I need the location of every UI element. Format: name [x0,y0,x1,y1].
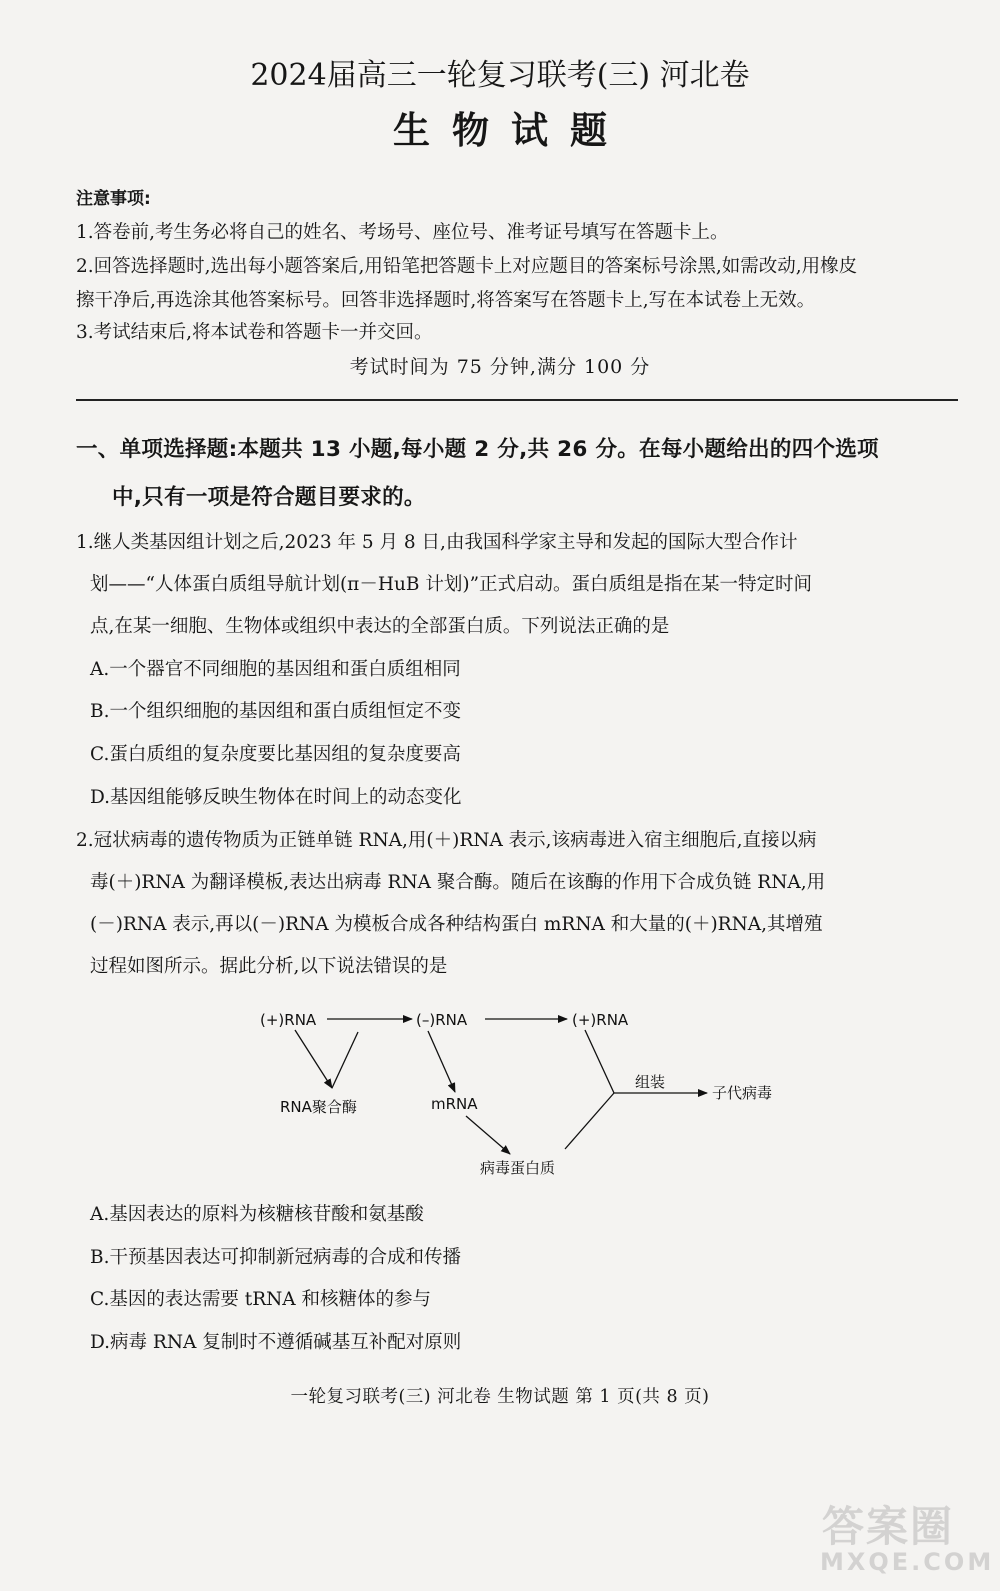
notice-item-3: 3.考试结束后,将本试卷和答题卡一并交回。 [76,322,433,343]
exam-title: 2024届高三一轮复习联考(三) 河北卷 [250,58,750,93]
q1-stem-line2: 划——“人体蛋白质组导航计划(π－HuB 计划)”正式启动。蛋白质组是指在某一特定时间 [90,574,813,595]
q1-stem-line1: 1.继人类基因组计划之后,2023 年 5 月 8 日,由我国科学家主导和发起的国际大型合作计 [76,532,798,553]
divider [76,399,958,401]
node-rna-polymerase: RNA聚合酶 [280,1098,357,1116]
exam-time: 考试时间为 75 分钟,满分 100 分 [349,356,651,378]
line-polymerase-to-edge [332,1032,358,1088]
node-plus-rna-1: (+)RNA [260,1011,317,1029]
notice-heading: 注意事项: [76,189,151,209]
arrow-mrna-to-protein [466,1116,510,1154]
notice-item-2a: 2.回答选择题时,选出每小题答案后,用铅笔把答题卡上对应题目的答案标号涂黑,如需改动,用橡皮 [76,256,858,277]
section-heading-line1: 一、单项选择题:本题共 13 小题,每小题 2 分,共 26 分。在每小题给出的四个选项 [76,437,879,462]
q1-option-c: C.蛋白质组的复杂度要比基因组的复杂度要高 [90,744,461,765]
watermark-logo: 答案圈 [822,1502,955,1551]
line-plus-to-junction [585,1030,614,1093]
subject-title: 生物试题 [393,108,629,152]
q1-option-b: B.一个组织细胞的基因组和蛋白质组恒定不变 [90,701,461,722]
q2-option-c: C.基因的表达需要 tRNA 和核糖体的参与 [90,1289,432,1310]
q1-stem-line3: 点,在某一细胞、生物体或组织中表达的全部蛋白质。下列说法正确的是 [90,616,670,637]
section-heading-line2: 中,只有一项是符合题目要求的。 [112,485,426,510]
q2-stem-line1: 2.冠状病毒的遗传物质为正链单链 RNA,用(＋)RNA 表示,该病毒进入宿主细胞后,直接以病 [76,830,817,851]
arrow-plus-to-polymerase [295,1030,332,1088]
watermark-url: MXQE.COM [820,1548,995,1576]
node-minus-rna: (–)RNA [416,1011,468,1029]
q2-stem-line4: 过程如图所示。据此分析,以下说法错误的是 [90,956,448,977]
label-assemble: 组装 [635,1073,666,1091]
q1-option-a: A.一个器官不同细胞的基因组和蛋白质组相同 [90,659,461,680]
node-plus-rna-2: (+)RNA [572,1011,629,1029]
line-protein-to-junction [565,1093,614,1149]
notice-item-1: 1.答卷前,考生务必将自己的姓名、考场号、座位号、准考证号填写在答题卡上。 [76,222,729,243]
arrow-minus-to-mrna [428,1031,455,1092]
q2-option-b: B.干预基因表达可抑制新冠病毒的合成和传播 [90,1247,461,1268]
notice-item-2b: 擦干净后,再选涂其他答案标号。回答非选择题时,将答案写在答题卡上,写在本试卷上无效。 [76,290,816,311]
replication-diagram [240,1000,800,1190]
node-mrna: mRNA [431,1095,478,1113]
node-progeny-virus: 子代病毒 [712,1084,773,1102]
q1-option-d: D.基因组能够反映生物体在时间上的动态变化 [90,787,462,808]
q2-stem-line3: (－)RNA 表示,再以(－)RNA 为模板合成各种结构蛋白 mRNA 和大量的(＋)RNA,其增殖 [90,914,823,935]
node-virus-protein: 病毒蛋白质 [480,1159,556,1177]
q2-option-d: D.病毒 RNA 复制时不遵循碱基互补配对原则 [90,1332,462,1353]
q2-stem-line2: 毒(＋)RNA 为翻译模板,表达出病毒 RNA 聚合酶。随后在该酶的作用下合成负链 RNA,用 [90,872,826,893]
page-footer: 一轮复习联考(三) 河北卷 生物试题 第 1 页(共 8 页) [290,1387,710,1407]
q2-option-a: A.基因表达的原料为核糖核苷酸和氨基酸 [90,1204,424,1225]
